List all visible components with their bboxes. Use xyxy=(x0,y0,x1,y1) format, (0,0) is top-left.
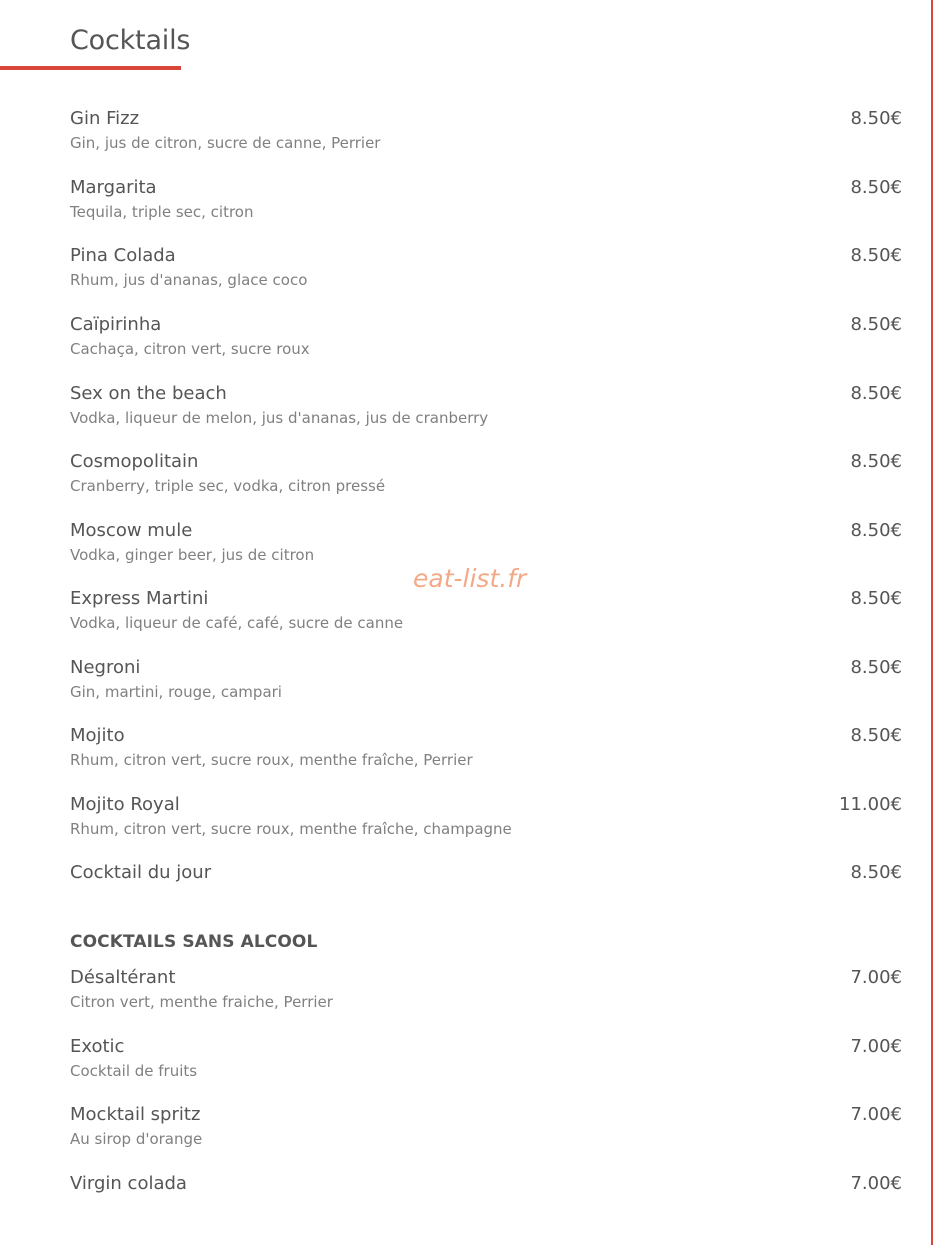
item-price: 8.50€ xyxy=(850,657,902,678)
item-description: Vodka, ginger beer, jus de citron xyxy=(70,546,315,564)
menu-item xyxy=(70,176,902,232)
menu-item xyxy=(70,450,902,506)
item-description: Au sirop d'orange xyxy=(70,1130,203,1148)
section-heading: COCKTAILS SANS ALCOOL xyxy=(70,932,318,952)
item-price: 8.50€ xyxy=(850,862,902,883)
item-name: Negroni xyxy=(70,657,141,678)
item-price: 8.50€ xyxy=(850,588,902,609)
menu-item xyxy=(70,107,902,163)
menu-item xyxy=(70,1035,902,1091)
item-description: Gin, jus de citron, sucre de canne, Perrier xyxy=(70,134,381,152)
item-description: Cachaça, citron vert, sucre roux xyxy=(70,340,310,358)
item-price: 8.50€ xyxy=(850,383,902,404)
item-name: Virgin colada xyxy=(70,1173,187,1194)
page-title: Cocktails xyxy=(70,25,191,56)
item-name: Pina Colada xyxy=(70,245,176,266)
item-name: Désaltérant xyxy=(70,967,176,988)
item-description: Rhum, citron vert, sucre roux, menthe fraîche, Perrier xyxy=(70,751,473,769)
item-description: Cranberry, triple sec, vodka, citron pressé xyxy=(70,477,386,495)
item-description: Gin, martini, rouge, campari xyxy=(70,683,282,701)
item-price: 8.50€ xyxy=(850,520,902,541)
item-name: Margarita xyxy=(70,177,157,198)
item-name: Caïpirinha xyxy=(70,314,162,335)
item-name: Express Martini xyxy=(70,588,209,609)
menu-item xyxy=(70,861,902,917)
item-name: Gin Fizz xyxy=(70,108,140,129)
item-price: 8.50€ xyxy=(850,108,902,129)
right-border-rule xyxy=(931,0,933,1245)
item-name: Mojito xyxy=(70,725,125,746)
menu-item xyxy=(70,966,902,1022)
menu-item xyxy=(70,313,902,369)
menu-item xyxy=(70,793,902,849)
watermark-text: eat-list.fr xyxy=(413,564,527,593)
menu-item xyxy=(70,724,902,780)
item-description: Citron vert, menthe fraiche, Perrier xyxy=(70,993,333,1011)
item-price: 7.00€ xyxy=(850,1104,902,1125)
item-price: 7.00€ xyxy=(850,967,902,988)
item-name: Moscow mule xyxy=(70,520,193,541)
item-price: 8.50€ xyxy=(850,725,902,746)
item-description: Rhum, jus d'ananas, glace coco xyxy=(70,271,308,289)
item-description: Tequila, triple sec, citron xyxy=(70,203,254,221)
item-description: Vodka, liqueur de café, café, sucre de canne xyxy=(70,614,404,632)
item-name: Cocktail du jour xyxy=(70,862,212,883)
item-price: 11.00€ xyxy=(839,794,902,815)
item-price: 8.50€ xyxy=(850,314,902,335)
item-price: 8.50€ xyxy=(850,245,902,266)
menu-item xyxy=(70,656,902,712)
item-price: 8.50€ xyxy=(850,451,902,472)
item-description: Rhum, citron vert, sucre roux, menthe fraîche, champagne xyxy=(70,820,512,838)
item-price: 7.00€ xyxy=(850,1173,902,1194)
menu-item xyxy=(70,1172,902,1228)
item-name: Sex on the beach xyxy=(70,383,227,404)
item-name: Mojito Royal xyxy=(70,794,180,815)
item-name: Mocktail spritz xyxy=(70,1104,201,1125)
item-price: 7.00€ xyxy=(850,1036,902,1057)
menu-item xyxy=(70,382,902,438)
item-description: Vodka, liqueur de melon, jus d'ananas, jus de cranberry xyxy=(70,409,489,427)
menu-item xyxy=(70,1103,902,1159)
menu-item xyxy=(70,244,902,300)
item-name: Cosmopolitain xyxy=(70,451,199,472)
item-price: 8.50€ xyxy=(850,177,902,198)
title-underline xyxy=(0,66,181,70)
item-name: Exotic xyxy=(70,1036,125,1057)
item-description: Cocktail de fruits xyxy=(70,1062,198,1080)
